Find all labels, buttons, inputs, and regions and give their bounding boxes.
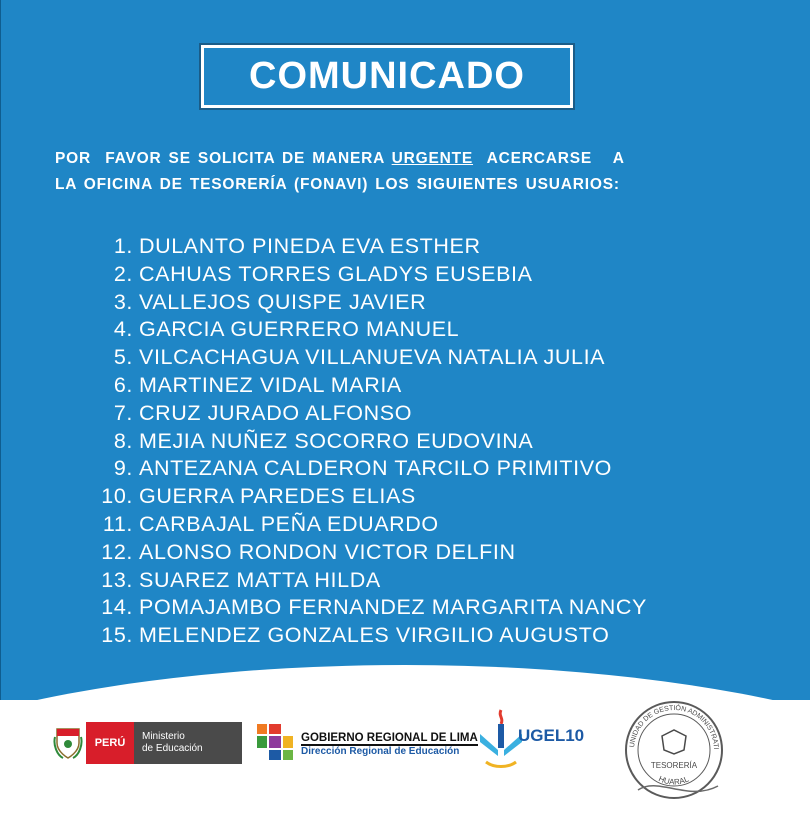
list-item-number: 5. (113, 345, 133, 370)
list-item (100, 483, 647, 511)
page-title: COMUNICADO (249, 55, 525, 97)
ugel-logo (478, 704, 608, 774)
gore-subtitle: Dirección Regional de Educación (301, 745, 460, 757)
list-item-name: ANTEZANA CALDERON TARCILO PRIMITIVO (139, 456, 612, 481)
list-item (100, 455, 647, 483)
intro-line-1 (55, 146, 755, 172)
svg-text:HUARAL (657, 774, 690, 786)
tesoreria-seal (618, 690, 730, 808)
list-item (100, 428, 647, 456)
list-item-name: MEJIA NUÑEZ SOCORRO EUDOVINA (139, 428, 534, 453)
list-item-name: ALONSO RONDON VICTOR DELFIN (139, 539, 516, 564)
list-item (100, 511, 647, 539)
list-item-name: GUERRA PAREDES ELIAS (139, 484, 416, 509)
ministerio-educacion-logo (50, 722, 242, 764)
svg-text:UNIDAD DE GESTIÓN ADMINISTRATI (618, 690, 719, 750)
user-list (100, 233, 647, 650)
gore-text (301, 732, 478, 757)
list-item-number: 10. (101, 484, 133, 509)
list-item-number: 14. (101, 595, 133, 620)
ministerio-line-2: de Educación (142, 743, 203, 754)
list-item-name: GARCIA GUERRERO MANUEL (139, 317, 460, 342)
list-item (100, 400, 647, 428)
list-item-number: 13. (101, 567, 133, 592)
ministerio-label (134, 722, 242, 764)
list-item-number: 4. (113, 317, 133, 342)
intro-after: ACERCARSE A (473, 150, 625, 167)
list-item (100, 233, 647, 261)
list-item-name: POMAJAMBO FERNANDEZ MARGARITA NANCY (139, 595, 647, 620)
list-item (100, 567, 647, 595)
list-item-number: 7. (113, 400, 133, 425)
list-item (100, 372, 647, 400)
intro-text (55, 146, 755, 198)
list-item-name: MARTINEZ VIDAL MARIA (139, 372, 402, 397)
list-item (100, 622, 647, 650)
ministerio-line-1: Ministerio (142, 731, 185, 742)
list-item (100, 289, 647, 317)
list-item-number: 8. (113, 428, 133, 453)
gore-title: GOBIERNO REGIONAL DE LIMA (301, 731, 478, 744)
list-item-name: CARBAJAL PEÑA EDUARDO (139, 511, 439, 536)
ugel-label: UGEL10 (518, 726, 585, 745)
gore-emblem-icon (255, 722, 295, 767)
list-item-number: 6. (113, 372, 133, 397)
list-item-name: VALLEJOS QUISPE JAVIER (139, 289, 427, 314)
seal-top-text: UNIDAD DE GESTIÓN ADMINISTRATI (629, 704, 720, 750)
seal-center-text: TESORERÍA (650, 761, 698, 770)
list-item-name: SUAREZ MATTA HILDA (139, 567, 381, 592)
list-item-number: 15. (101, 623, 133, 648)
list-item-name: DULANTO PINEDA EVA ESTHER (139, 234, 481, 258)
list-item-name: CRUZ JURADO ALFONSO (139, 400, 413, 425)
list-item (100, 261, 647, 289)
list-item-number: 11. (102, 511, 133, 536)
list-item (100, 316, 647, 344)
list-item-number: 2. (113, 261, 133, 286)
urgent-word: URGENTE (391, 150, 474, 167)
seal-stamp-icon (618, 690, 730, 808)
title-box (201, 45, 573, 108)
intro-line-2: LA OFICINA DE TESORERÍA (FONAVI) LOS SIGUIENTES USUARIOS: (55, 176, 620, 193)
gobierno-regional-logo (255, 722, 478, 766)
list-item-number: 9. (113, 456, 133, 481)
list-item-name: MELENDEZ GONZALES VIRGILIO AUGUSTO (139, 623, 610, 648)
list-item (100, 539, 647, 567)
list-item-number: 12. (101, 539, 133, 564)
list-item-number: 3. (113, 289, 133, 314)
seal-bottom-text: HUARAL (657, 774, 691, 787)
peru-shield-icon (50, 722, 86, 764)
intro-before: POR FAVOR SE SOLICITA DE MANERA (55, 150, 392, 167)
peru-label: PERÚ (86, 722, 134, 764)
list-item (100, 344, 647, 372)
list-item-number: 1. (113, 234, 133, 258)
list-item (100, 594, 647, 622)
list-item-name: CAHUAS TORRES GLADYS EUSEBIA (139, 261, 533, 286)
list-item-name: VILCACHAGUA VILLANUEVA NATALIA JULIA (139, 345, 606, 370)
